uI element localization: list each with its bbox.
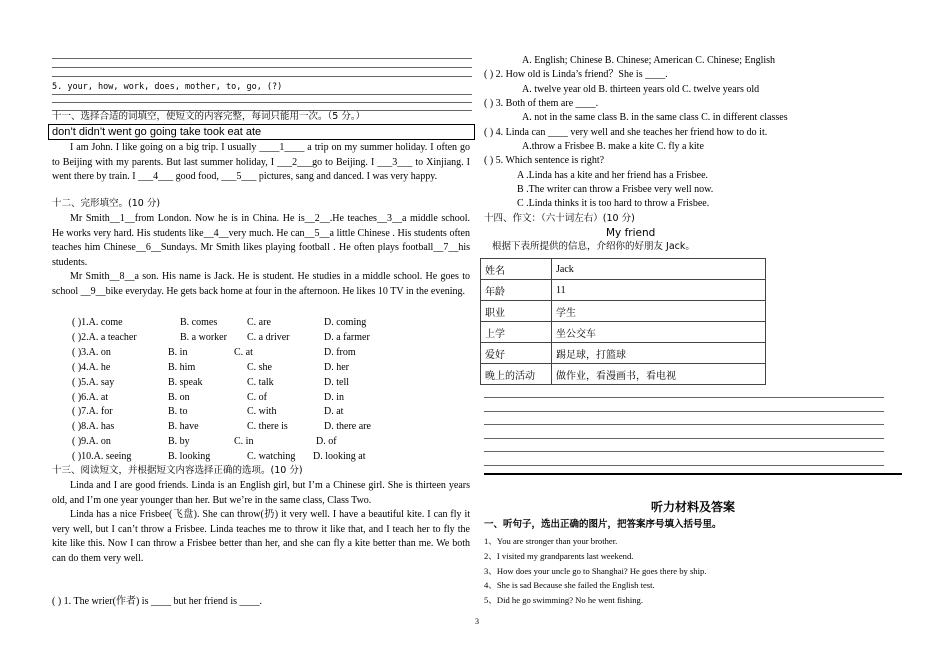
listening-item: 2、I visited my grandparents last weekend. — [484, 550, 634, 561]
option-question: ( )6.A. at — [72, 391, 109, 403]
question-5: ( ) 5. Which sentence is right? — [484, 155, 605, 166]
writing-line — [484, 465, 884, 466]
option-choice: B. speak — [168, 376, 203, 388]
essay-prompt: 根据下表所提供的信息，介绍你的好朋友 Jack。 — [492, 241, 695, 252]
option-choice: D. a farmer — [324, 331, 370, 343]
section-11-title: 十一、选择合适的词填空，使短文的内容完整，每词只能用一次。（5 分。） — [52, 111, 366, 122]
option-choice: D. tell — [324, 376, 349, 388]
passage-13b: Linda has a nice Frisbee(飞盘). She can throw(扔) it very well. I have a beautiful kite. I can fly it very well, but I can’t throw a Frisbee. Linda teaches me to throw it like that, and I teach her to fly the kite like this. Now I can throw a Frisbee better than her, and she can fly a kite better than me. We both can do them very well. — [52, 509, 470, 565]
option-choice: C. there is — [247, 421, 288, 433]
question-5: 5. your, how, work, does, mother, to, go, (?) — [52, 82, 283, 92]
table-label: 爱好 — [481, 343, 552, 364]
option-choice: B. looking — [168, 451, 211, 463]
option-choice: C. at — [234, 346, 253, 358]
option-choice: B. him — [168, 361, 196, 373]
answer-line — [52, 58, 472, 59]
option-choice: D. looking at — [313, 451, 366, 463]
listening-item: 3、How does your uncle go to Shanghai? He goes there by ship. — [484, 565, 707, 576]
q5-option-a: A .Linda has a kite and her friend has a Frisbee. — [517, 170, 709, 181]
option-question: ( )7.A. for — [72, 406, 113, 418]
option-choice: C. watching — [247, 451, 296, 463]
option-choice: C. a driver — [247, 331, 290, 343]
option-question: ( )3.A. on — [72, 346, 111, 358]
table-label: 职业 — [481, 301, 552, 322]
table-label: 年龄 — [481, 280, 552, 301]
word-box: don’t didn’t went go going take took eat ate — [48, 124, 475, 140]
option-choice: C. are — [247, 317, 271, 328]
option-choice: C. in — [234, 436, 254, 448]
option-question: ( )1.A. come — [72, 317, 123, 328]
passage-12a: Mr Smith__1__from London. Now he is in China. He is__2__.He teaches__3__a middle school. He works very hard. His students like__4__very much. He can__5__a little Chinese . His students often teaches him Chinese__6__Sundays. Mr Smith likes playing football . He often plays football__7__his students. — [52, 213, 470, 269]
option-choice: C. she — [247, 361, 272, 373]
table-row — [481, 301, 766, 322]
table-row — [481, 259, 766, 280]
writing-line — [484, 424, 884, 425]
option-choice: D. her — [324, 361, 349, 373]
option-choice: B. on — [168, 391, 190, 403]
answer-line — [52, 67, 472, 68]
option-choice: D. coming — [324, 317, 367, 328]
option-choice: B. in — [168, 346, 188, 358]
option-question: ( )9.A. on — [72, 436, 111, 448]
option-question: ( )4.A. he — [72, 361, 111, 373]
table-value: 做作业，看漫画书，看电视 — [552, 364, 766, 385]
option-choice: C. talk — [247, 376, 274, 388]
info-table — [480, 258, 766, 385]
divider — [484, 473, 902, 475]
table-value: 踢足球，打篮球 — [552, 343, 766, 364]
option-choice: D. from — [324, 346, 356, 358]
listening-title: 听力材料及答案 — [651, 500, 736, 514]
option-choice: C. of — [247, 391, 267, 403]
option-question: ( )10.A. seeing — [72, 451, 132, 463]
writing-line — [484, 438, 884, 439]
listening-item: 1、You are stronger than your brother. — [484, 536, 618, 546]
option-choice: D. at — [324, 406, 344, 418]
question-4: ( ) 4. Linda can ____ very well and she teaches her friend how to do it. — [484, 127, 768, 138]
option-choice: B. to — [168, 406, 188, 418]
table-label: 姓名 — [481, 259, 552, 280]
table-label: 晚上的活动 — [481, 364, 552, 385]
table-row — [481, 280, 766, 301]
section-13-title: 十三、阅读短文，并根据短文内容选择正确的选项。(10 分) — [52, 465, 303, 476]
table-value: 11 — [552, 280, 766, 301]
option-choice: D. of — [316, 436, 337, 448]
q5-option-c: C .Linda thinks it is too hard to throw a Frisbee. — [517, 198, 710, 209]
writing-line — [484, 451, 884, 452]
question-13-1: ( ) 1. The wrier(作者) is ____ but her friend is ____. — [52, 596, 263, 607]
answer-line — [52, 102, 472, 103]
table-label: 上学 — [481, 322, 552, 343]
page-number: 3 — [475, 617, 479, 626]
question-2: ( ) 2. How old is Linda’s friend？She is ____. — [484, 69, 668, 80]
option-question: ( )5.A. say — [72, 376, 115, 388]
q3-options: A. not in the same class B. in the same class C. in different classes — [522, 112, 788, 123]
listening-section-1: 一、听句子，选出正确的图片，把答案序号填入括号里。 — [484, 519, 722, 530]
table-value: 坐公交车 — [552, 322, 766, 343]
passage-11: I am John. I like going on a big trip. I usually ____1____ a trip on my summer holiday. I often go to Beijing with my parents. But last summer holiday, I ___2___go to Beijing. I ___3___ to Xinjiang. I went there by train. I ___4___ good food, ___5___ pictures, sang and danced. I was very happy. — [52, 142, 470, 183]
table-value: 学生 — [552, 301, 766, 322]
listening-item: 4、She is sad Because she failed the English test. — [484, 580, 655, 591]
option-choice: B. by — [168, 436, 190, 448]
writing-line — [484, 411, 884, 412]
q2-options: A. twelve year old B. thirteen years old C. twelve years old — [522, 84, 760, 95]
table-value: Jack — [552, 259, 766, 280]
q4-options: A.throw a Frisbee B. make a kite C. fly a kite — [522, 141, 704, 152]
question-3: ( ) 3. Both of them are ____. — [484, 98, 599, 109]
table-row — [481, 322, 766, 343]
table-row — [481, 343, 766, 364]
option-question: ( )2.A. a teacher — [72, 331, 137, 343]
q5-option-b: B .The writer can throw a Frisbee very well now. — [517, 184, 714, 195]
listening-item: 5、Did he go swimming? No he went fishing. — [484, 595, 643, 606]
option-choice: B. have — [168, 421, 199, 433]
option-choice: B. a worker — [180, 331, 227, 343]
writing-line — [484, 397, 884, 398]
option-question: ( )8.A. has — [72, 421, 115, 433]
section-12-title: 十二、完形填空。(10 分) — [52, 198, 161, 209]
option-choice: C. with — [247, 406, 277, 418]
answer-line — [52, 76, 472, 77]
table-row — [481, 364, 766, 385]
option-choice: D. there are — [324, 421, 371, 433]
section-14-title: 十四、作文：（六十词左右）(10 分) — [484, 213, 635, 224]
option-choice: D. in — [324, 391, 344, 403]
passage-13a: Linda and I are good friends. Linda is an English girl, but I’m a Chinese girl. She is thirteen years old, and I’m one year younger than her. But we’re in the same class, Class Two. — [52, 480, 470, 506]
essay-title: My friend — [606, 227, 656, 239]
option-choice: B. comes — [180, 317, 218, 328]
passage-12b: Mr Smith__8__a son. His name is Jack. He is student. He studies in a middle school. He goes to school __9__bike everyday. He gets back home at four in the afternoon. He likes 10 TV in the evening. — [52, 271, 470, 297]
q1-options: A. English; Chinese B. Chinese; American C. Chinese; English — [522, 55, 776, 66]
answer-line — [52, 94, 472, 95]
